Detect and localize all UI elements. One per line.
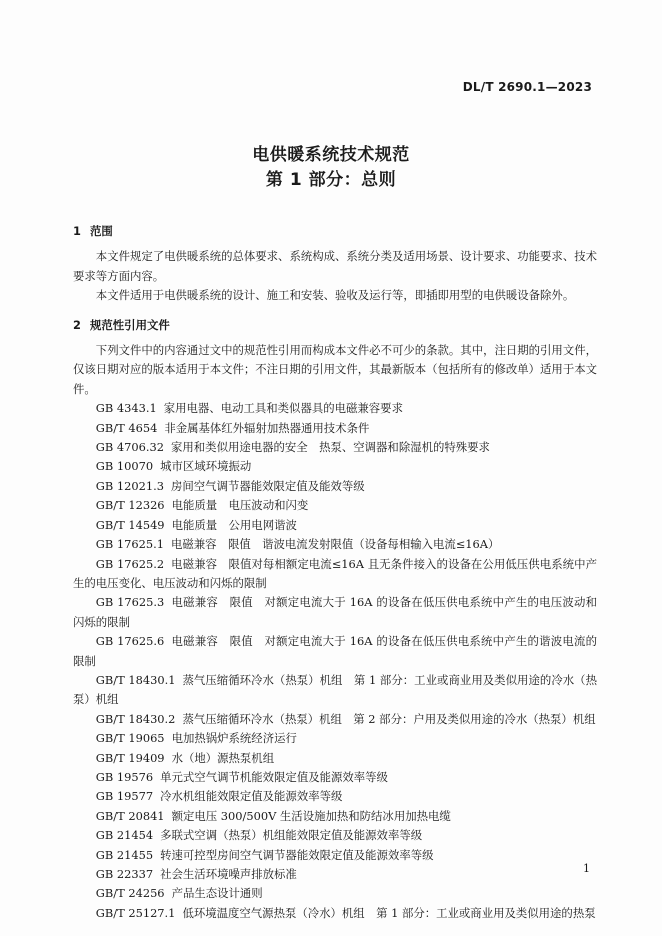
- reference-title: 水（地）源热泵机组: [171, 750, 275, 765]
- section-title: 规范性引用文件: [90, 317, 170, 332]
- reference-code: GB 19576: [95, 769, 154, 784]
- reference-item: [73, 865, 597, 884]
- reference-code: GB/T 19409: [95, 750, 165, 765]
- reference-code: GB/T 4654: [95, 420, 158, 435]
- reference-code: GB/T 19065: [95, 731, 165, 746]
- reference-code: GB/T 25127.1: [95, 905, 176, 920]
- reference-item: [73, 807, 597, 826]
- reference-code: GB 17625.6: [95, 634, 165, 649]
- reference-item: [73, 419, 597, 438]
- reference-code: GB 22337: [95, 867, 154, 881]
- reference-title: 电加热锅炉系统经济运行: [171, 731, 297, 746]
- reference-title: 社会生活环境噪声排放标准: [160, 867, 297, 881]
- reference-code: GB 21454: [95, 828, 154, 843]
- document-body: [73, 222, 597, 923]
- reference-item: [73, 457, 597, 476]
- reference-title: 电能质量 公用电网谐波: [171, 517, 297, 532]
- reference-code: GB 17625.1: [95, 537, 164, 552]
- reference-item: [73, 555, 597, 594]
- reference-item: [73, 535, 597, 554]
- reference-item: [73, 787, 597, 806]
- reference-code: GB 4343.1: [95, 401, 157, 416]
- reference-item: [73, 516, 597, 535]
- reference-title: 非金属基体红外辐射加热器通用技术条件: [164, 420, 370, 435]
- reference-code: GB/T 12326: [95, 498, 165, 513]
- section-title: 范围: [90, 224, 113, 238]
- reference-title: 额定电压 300/500V 生活设施加热和防结冰用加热电缆: [171, 808, 451, 823]
- reference-title: 单元式空气调节机能效限定值及能源效率等级: [160, 769, 388, 784]
- reference-title: 房间空气调节器能效限定值及能效等级: [171, 478, 365, 493]
- reference-title: 产品生态设计通则: [171, 886, 263, 901]
- reference-item: [73, 768, 597, 787]
- reference-code: GB/T 18430.2: [95, 711, 176, 726]
- reference-title: 转速可控型房间空气调节器能效限定值及能源效率等级: [160, 847, 434, 862]
- reference-code: GB/T 20841: [95, 808, 165, 823]
- reference-code: GB/T 18430.1: [95, 672, 176, 687]
- reference-title: 城市区域环境振动: [160, 459, 252, 474]
- reference-item: [73, 729, 597, 748]
- reference-code: GB/T 14549: [95, 517, 165, 532]
- reference-title: 家用电器、电动工具和类似器具的电磁兼容要求: [163, 401, 403, 416]
- section-number: 2: [73, 317, 81, 332]
- reference-item: [73, 749, 597, 768]
- reference-code: GB 10070: [95, 459, 154, 474]
- page-number: 1: [583, 862, 590, 875]
- reference-title: 电能质量 电压波动和闪变: [171, 498, 309, 513]
- reference-list: [73, 399, 597, 923]
- reference-title: 冷水机组能效限定值及能源效率等级: [160, 789, 343, 804]
- document-number: DL/T 2690.1—2023: [462, 80, 592, 94]
- section-number: 1: [73, 224, 81, 238]
- reference-item: [73, 477, 597, 496]
- reference-title: 多联式空调（热泵）机组能效限定值及能源效率等级: [160, 828, 423, 843]
- reference-title: 电磁兼容 限值 对额定电流大于 16A 的设备在低压供电系统中产生的谐波电流的限制: [73, 634, 597, 668]
- reference-code: GB/T 24256: [95, 886, 165, 901]
- reference-title: 蒸气压缩循环冷水（热泵）机组 第 1 部分：工业或商业用及类似用途的冷水（热泵）机组: [73, 672, 597, 707]
- paragraph: 下列文件中的内容通过文中的规范性引用而构成本文件必不可少的条款。其中，注日期的引用文件，仅该日期对应的版本适用于本文件；不注日期的引用文件，其最新版本（包括所有的修改单）适用于本文件。: [73, 343, 597, 396]
- reference-item: [73, 671, 597, 710]
- reference-code: GB 12021.3: [95, 478, 164, 493]
- reference-title: 电磁兼容 限值 对额定电流大于 16A 的设备在低压供电系统中产生的电压波动和闪烁的限制: [73, 595, 597, 629]
- reference-item: [73, 826, 597, 845]
- section-heading-scope: [73, 222, 597, 241]
- reference-item: [73, 710, 597, 729]
- document-title: 电供暖系统技术规范: [252, 145, 410, 165]
- title-block: [0, 143, 662, 193]
- paragraph: 本文件适用于电供暖系统的设计、施工和安装、验收及运行等，即插即用型的电供暖设备除外。: [95, 288, 575, 303]
- reference-code: GB 17625.3: [95, 595, 165, 610]
- reference-item: [73, 632, 597, 671]
- reference-title: 低环境温度空气源热泵（冷水）机组 第 1 部分：工业或商业用及类似用途的热泵: [182, 905, 596, 920]
- paragraph: 本文件规定了电供暖系统的总体要求、系统构成、系统分类及适用场景、设计要求、功能要求、技术要求等方面内容。: [73, 249, 597, 283]
- reference-title: 家用和类似用途电器的安全 热泵、空调器和除湿机的特殊要求: [171, 440, 490, 455]
- reference-code: GB 4706.32: [95, 440, 164, 455]
- reference-item: [73, 904, 597, 923]
- reference-title: 蒸气压缩循环冷水（热泵）机组 第 2 部分：户用及类似用途的冷水（热泵）机组: [182, 711, 596, 726]
- reference-item: [73, 846, 597, 865]
- reference-item: [73, 496, 597, 515]
- reference-code: GB 21455: [95, 847, 154, 862]
- reference-title: 电磁兼容 限值对每相额定电流≤16A 且无条件接入的设备在公用低压供电系统中产生的电压变化、电压波动和闪烁的限制: [73, 556, 597, 590]
- reference-code: GB 19577: [95, 789, 154, 804]
- reference-title: 电磁兼容 限值 谐波电流发射限值（设备每相输入电流≤16A）: [171, 537, 500, 552]
- reference-item: [73, 438, 597, 457]
- document-subtitle: 第 1 部分：总则: [265, 170, 397, 190]
- reference-code: GB 17625.2: [95, 556, 165, 571]
- reference-item: [73, 593, 597, 632]
- reference-item: [73, 884, 597, 903]
- reference-item: [73, 399, 597, 418]
- section-heading-normative-references: [73, 316, 597, 335]
